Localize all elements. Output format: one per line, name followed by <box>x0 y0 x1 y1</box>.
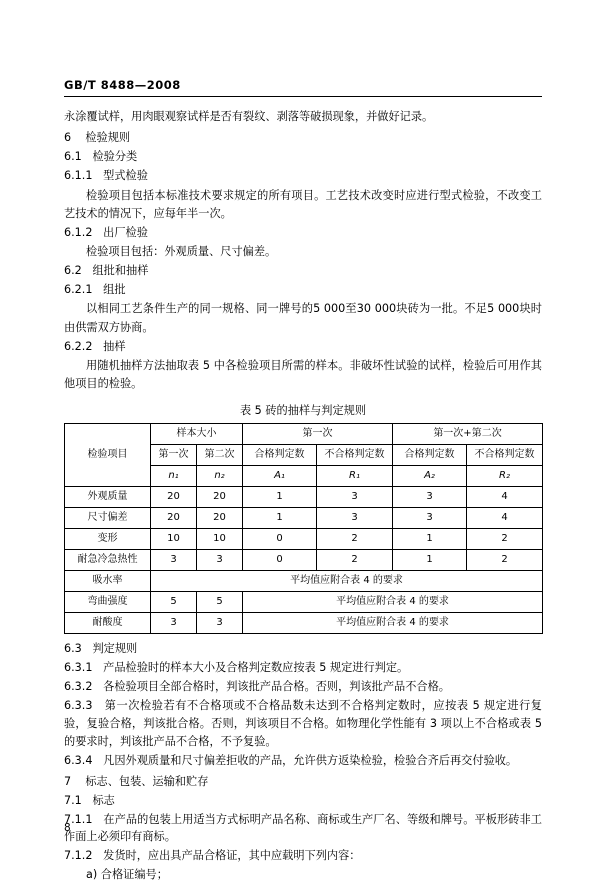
table-row <box>65 613 543 634</box>
section-7-1-1-num: 7.1.1 <box>64 812 93 826</box>
section-6-3-3-num: 6.3.3 <box>64 699 93 713</box>
page-number: 8 <box>64 822 71 834</box>
header-acc1: 合格判定数 <box>243 445 317 466</box>
section-6-1-2 <box>64 224 542 242</box>
header-n2: 第二次 <box>197 445 243 466</box>
table-row <box>65 571 543 592</box>
row-a1: 1 <box>243 508 317 529</box>
section-6-1-1-num: 6.1.1 <box>64 169 93 183</box>
row-item: 外观质量 <box>65 487 151 508</box>
table-row <box>65 487 543 508</box>
header-first-plus-second: 第一次+第二次 <box>393 424 543 445</box>
document-body <box>64 108 542 885</box>
section-6-3-num: 6.3 <box>64 642 82 656</box>
section-6-3-1-num: 6.3.1 <box>64 661 93 675</box>
section-6-1-1-title: 型式检验 <box>103 169 148 183</box>
after-table-content <box>64 640 542 884</box>
row-a2: 3 <box>393 508 467 529</box>
section-6-3-3 <box>64 697 542 751</box>
header-n1: 第一次 <box>151 445 197 466</box>
section-7 <box>64 773 542 791</box>
section-6-2-1-title: 组批 <box>103 283 126 297</box>
row-n2: 3 <box>197 550 243 571</box>
section-7-1 <box>64 792 542 810</box>
section-6-2-num: 6.2 <box>64 264 82 278</box>
section-6-2-1-text: 以相同工艺条件生产的同一规格、同一牌号的5 000至30 000块砖为一批。不足5 000块时由供需双方协商。 <box>64 302 542 334</box>
header-rej2: 不合格判定数 <box>467 445 543 466</box>
row-a2: 3 <box>393 487 467 508</box>
row-a1: 1 <box>243 487 317 508</box>
row-span-note: 平均值应附合表 4 的要求 <box>243 613 543 634</box>
row-item: 变形 <box>65 529 151 550</box>
row-r1: 2 <box>317 550 393 571</box>
table-caption: 表 5 砖的抽样与判定规则 <box>239 404 367 418</box>
section-6-2-2-text: 用随机抽样方法抽取表 5 中各检验项目所需的样本。非破坏性试验的试样，检验后可用作其他项目的检验。 <box>64 358 542 390</box>
row-r2: 2 <box>467 529 543 550</box>
section-6-2-1 <box>64 281 542 299</box>
section-6-1-2-text: 检验项目包括：外观质量、尺寸偏差。 <box>86 244 277 258</box>
section-6-3-2-text: 各检验项目全部合格时，判该批产品合格。否则，判该批产品不合格。 <box>103 680 450 694</box>
section-6-2 <box>64 262 542 280</box>
section-6-1-2-title: 出厂检验 <box>103 225 148 239</box>
header-rej2-symbol: R₂ <box>467 466 543 487</box>
row-r1: 3 <box>317 508 393 529</box>
table-row <box>65 529 543 550</box>
section-7-1-2-num: 7.1.2 <box>64 849 93 863</box>
section-7-title: 标志、包装、运输和贮存 <box>85 774 209 788</box>
section-6-3-4-text: 凡因外观质量和尺寸偏差拒收的产品，允许供方返染检验，检验合齐后再交付验收。 <box>103 753 518 767</box>
section-7-1-num: 7.1 <box>64 793 82 807</box>
header-first: 第一次 <box>243 424 393 445</box>
section-6-1-1 <box>64 167 542 185</box>
section-7-1-1-text: 在产品的包装上用适当方式标明产品名称、商标或生产厂名、等级和牌号。平板形砖非工作面上必须印有商标。 <box>64 812 542 844</box>
row-span-note: 平均值应附合表 4 的要求 <box>243 592 543 613</box>
header-n2-symbol: n₂ <box>197 466 243 487</box>
section-7-1-2 <box>64 847 542 865</box>
row-r1: 3 <box>317 487 393 508</box>
row-n1: 20 <box>151 487 197 508</box>
row-a2: 1 <box>393 550 467 571</box>
table-row <box>65 508 543 529</box>
section-7-1-title: 标志 <box>92 793 115 807</box>
section-6-3-2 <box>64 678 542 696</box>
section-6-num: 6 <box>64 131 72 145</box>
row-item: 耐急冷急热性 <box>65 550 151 571</box>
header-acc2-symbol: A₂ <box>393 466 467 487</box>
header-acc2: 合格判定数 <box>393 445 467 466</box>
row-item: 吸水率 <box>65 571 151 592</box>
row-r2: 4 <box>467 508 543 529</box>
section-6-title: 检验规则 <box>85 131 131 145</box>
row-n2: 20 <box>197 508 243 529</box>
section-6-3-4-num: 6.3.4 <box>64 753 93 767</box>
header-rule <box>64 96 542 97</box>
row-n1: 10 <box>151 529 197 550</box>
row-span-note: 平均值应附合表 4 的要求 <box>151 571 543 592</box>
section-6-3-4 <box>64 752 542 770</box>
section-6-3-3-text: 第一次检验若有不合格项或不合格品数未达到不合格判定数时，应按表 5 规定进行复验，复验合格，判该批合格。否则，判该项目不合格。如物理化学性能有 3 项以上不合格或表 5 的要求时，判该批产品不合格，不予复验。 <box>64 699 542 748</box>
section-7-1-2-text: 发货时，应出具产品合格证，其中应载明下列内容： <box>103 849 361 863</box>
header-sample-size: 样本大小 <box>151 424 243 445</box>
intro-paragraph: 永涂覆试样，用肉眼观察试样是否有裂纹、剥落等破损现象，并做好记录。 <box>64 110 434 123</box>
row-n2: 10 <box>197 529 243 550</box>
section-7-1-1 <box>64 811 542 847</box>
row-n2: 3 <box>197 613 243 634</box>
row-item: 弯曲强度 <box>65 592 151 613</box>
section-6-1-1-text: 检验项目包括本标准技术要求规定的所有项目。工艺技术改变时应进行型式检验，不改变工艺技术的情况下，应每年半一次。 <box>64 188 542 220</box>
row-r2: 2 <box>467 550 543 571</box>
section-6-3-1-text: 产品检验时的样本大小及合格判定数应按表 5 规定进行判定。 <box>103 661 409 675</box>
section-6-3-title: 判定规则 <box>92 642 138 656</box>
row-r2: 4 <box>467 487 543 508</box>
row-n1: 3 <box>151 550 197 571</box>
section-7-num: 7 <box>64 774 72 788</box>
row-n1: 20 <box>151 508 197 529</box>
section-6-2-2-num: 6.2.2 <box>64 339 93 353</box>
section-6-2-2 <box>64 338 542 356</box>
row-n2: 5 <box>197 592 243 613</box>
row-r1: 2 <box>317 529 393 550</box>
row-a1: 0 <box>243 529 317 550</box>
table-header-row-1 <box>65 424 543 445</box>
section-6 <box>64 129 542 147</box>
section-6-3-2-num: 6.3.2 <box>64 680 93 694</box>
table-row <box>65 550 543 571</box>
header-item: 检验项目 <box>65 424 151 487</box>
section-6-2-title: 组批和抽样 <box>92 264 149 278</box>
header-acc1-symbol: A₁ <box>243 466 317 487</box>
section-6-1-2-num: 6.1.2 <box>64 225 93 239</box>
header-rej1: 不合格判定数 <box>317 445 393 466</box>
header-rej1-symbol: R₁ <box>317 466 393 487</box>
row-item: 尺寸偏差 <box>65 508 151 529</box>
page-header: GB/T 8488—2008 <box>64 78 181 92</box>
row-n1: 5 <box>151 592 197 613</box>
table-row <box>65 592 543 613</box>
row-n2: 20 <box>197 487 243 508</box>
section-6-3-1 <box>64 659 542 677</box>
row-n1: 3 <box>151 613 197 634</box>
section-6-2-1-num: 6.2.1 <box>64 283 93 297</box>
list-item-a: a) 合格证编号； <box>86 868 168 882</box>
sampling-rules-table <box>64 423 543 634</box>
section-6-1-num: 6.1 <box>64 150 82 164</box>
section-6-1-title: 检验分类 <box>92 150 138 164</box>
row-a1: 0 <box>243 550 317 571</box>
section-6-2-2-title: 抽样 <box>103 339 126 353</box>
row-a2: 1 <box>393 529 467 550</box>
section-6-3 <box>64 640 542 658</box>
row-item: 耐酸度 <box>65 613 151 634</box>
section-6-1 <box>64 148 542 166</box>
header-n1-symbol: n₁ <box>151 466 197 487</box>
